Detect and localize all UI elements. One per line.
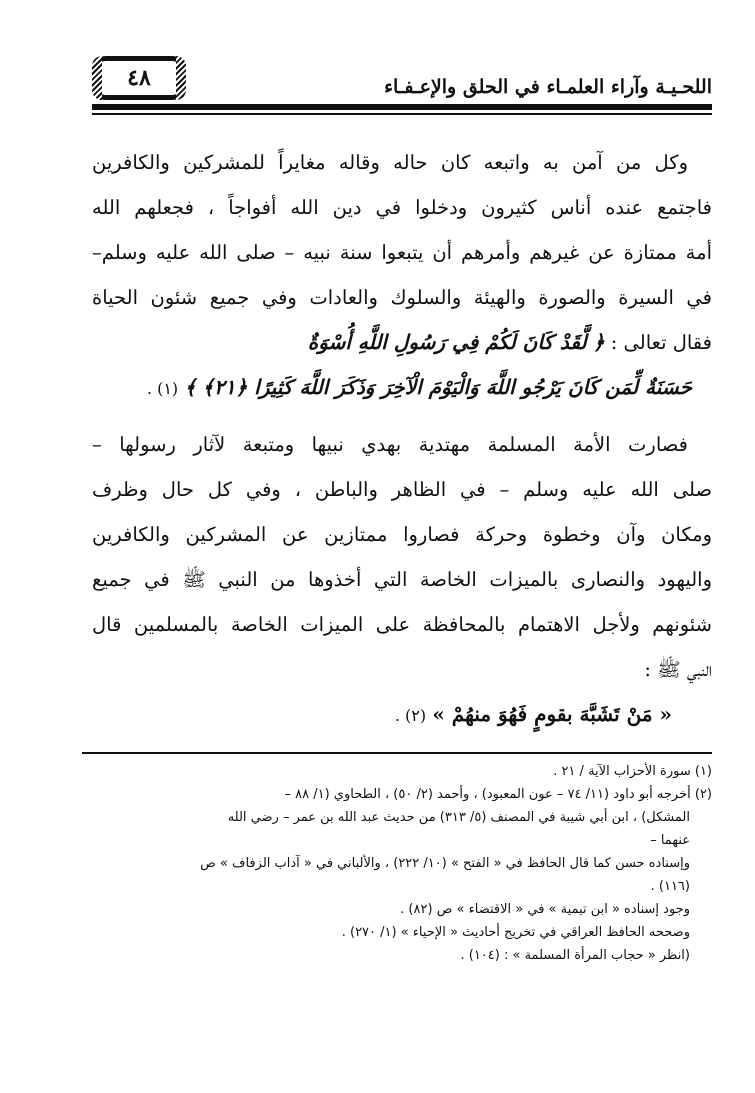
hadith-text: « مَنْ تَشَبَّهَ بقومٍ فَهُوَ منهُمْ » [432,702,672,726]
main-text [92,140,712,737]
quran-verse-part2: حَسَنَةٌ لِّمَن كَانَ يَرْجُو اللَّهَ وَالْيَوْمَ الْآخِرَ وَذَكَرَ اللَّهَ كَثِيرًا ﴿٢١﴾ [202,375,692,399]
header-rule-thick [92,104,712,110]
hadith-line [92,692,712,737]
verse-line-1 [92,320,712,365]
running-title: اللحـيـة وآراء العلمـاء في الحلق والإعـفـاء [384,76,712,98]
verse-intro: فقال تعالى : [610,331,712,354]
text-line: صلى الله عليه وسلم – في الظاهر والباطن ، وفي كل حال وظرف [92,478,712,501]
quran-verse-part1: لَّقَدْ كَانَ لَكُمْ فِي رَسُولِ اللَّهِ أُسْوَةٌ [307,330,587,354]
verse-open-bracket: ﴿ [592,330,605,354]
footnote-line: وصححه الحافظ العراقي في تخريج أحاديث « الإحياء » (١/ ٢٧٠) . [341,925,690,940]
text-line: ومكان وآن وخطوة وحركة فصاروا ممتازين عن المشركين والكافرين [92,523,712,546]
text-line: فاجتمع عنده أناس كثيرون ودخلوا في دين الله أفواجاً ، فجعلهم الله [92,196,712,219]
text-line: في السيرة والصورة والهيئة والسلوك والعادات وفي جميع شئون الحياة [92,286,712,309]
footnote-line: المشكل) ، ابن أبي شيبة في المصنف (٥/ ٣١٣) من حديث عبد الله بن عمر – رضي الله [227,810,690,825]
page-number-frame [92,56,186,100]
header-rule-thin [92,113,712,115]
footnote-line: (١) سورة الأحزاب الآية / ٢١ . [553,764,712,779]
text-line: أمة ممتازة عن غيرهم وأمرهم أن يتبعوا سنة نبيه – صلى الله عليه وسلم– [92,241,712,264]
footnotes [92,760,712,967]
page-number: ٤٨ [127,65,151,91]
footnote-line: (انظر « حجاب المرأة المسلمة » : (١٠٤) . [460,948,690,963]
footnote-line: عنهما – [650,833,690,848]
text-line: وكل من آمن به واتبعه كان حاله وقاله مغايراً للمشركين والكافرين [92,151,688,174]
text-line: فصارت الأمة المسلمة مهتدية بهدي نبيها ومتبعة لآثار رسولها – [92,433,688,456]
text-line: النبي ﷺ : [644,658,712,681]
footnote-line: (١١٦) . [650,879,690,894]
footnote-ref-1: (١) . [146,379,179,398]
verse-close-bracket: ﴾ [184,375,197,399]
verse-line-2 [92,365,712,410]
footnote-ref-2: (٢) . [394,706,427,725]
text-line: شئونهم ولأجل الاهتمام بالمحافظة على الميزات الخاصة بالمسلمين قال [92,613,712,636]
footnote-separator [82,752,712,754]
footnote-line: وإسناده حسن كما قال الحافظ في « الفتح » (١٠/ ٢٢٢) ، والألباني في « آداب الزفاف » ص [200,856,690,871]
footnote-line: (٢) أخرجه أبو داود (١١/ ٧٤ – عون المعبود) ، وأحمد (٢/ ٥٠) ، الطحاوي (١/ ٨٨ – [284,787,712,802]
footnote-line: وجود إسناده « ابن تيمية » في « الاقتضاء » ص (٨٢) . [400,902,690,917]
text-line: واليهود والنصارى بالميزات الخاصة التي أخذوها من النبي ﷺ في جميع [92,568,712,591]
